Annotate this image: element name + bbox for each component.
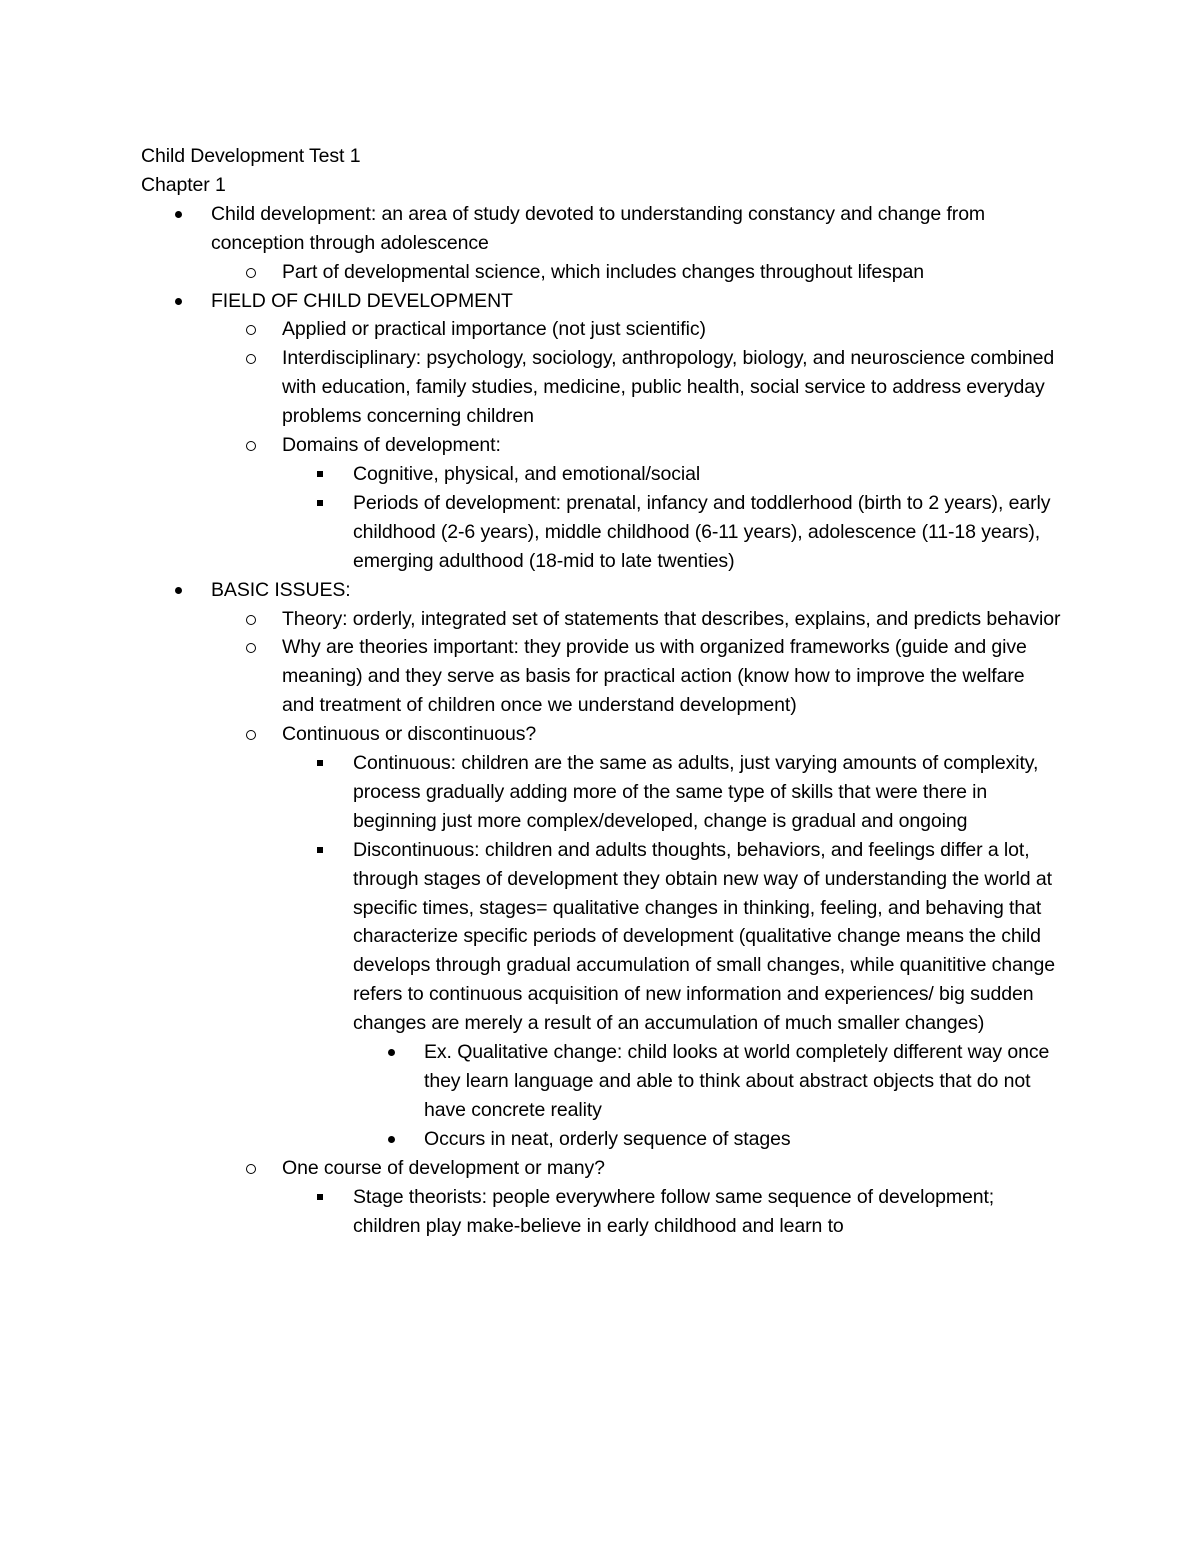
list-item-text: Cognitive, physical, and emotional/social <box>353 462 701 485</box>
disc-bullet-icon <box>175 298 182 305</box>
square-bullet-icon <box>317 471 323 477</box>
circle-bullet-icon <box>246 325 256 335</box>
circle-bullet-icon <box>246 615 256 625</box>
list-item-text: Stage theorists: people everywhere follow same sequence of development; children play make-believe in early childhood and learn to <box>353 1185 995 1237</box>
list-item <box>141 1183 1061 1241</box>
list-item-text: Occurs in neat, orderly sequence of stages <box>424 1127 791 1150</box>
list-item-text: Part of developmental science, which includes changes throughout lifespan <box>282 260 925 283</box>
square-bullet-icon <box>317 500 323 506</box>
list-item <box>141 460 1061 489</box>
list-item <box>141 287 1061 316</box>
list-item <box>141 633 1061 720</box>
list-item <box>141 749 1061 836</box>
list-item <box>141 1038 1061 1125</box>
circle-bullet-icon <box>246 643 256 653</box>
list-item-text: Domains of development: <box>282 434 501 457</box>
list-item <box>141 1154 1061 1183</box>
list-item-text: Interdisciplinary: psychology, sociology, anthropology, biology, and neuroscience combined with education, family studies, medicine, public health, social service to address everyday problems concerning children <box>282 347 1055 428</box>
list-item <box>141 1125 1061 1154</box>
list-item <box>141 315 1061 344</box>
list-item <box>141 200 1061 258</box>
list-item-text: Discontinuous: children and adults thoughts, behaviors, and feelings differ a lot, through stages of development they obtain new way of understanding the world at specific times, stages= qualitative changes in thinking, feeling, and behaving that characterize specific periods of development (qualitative change means the child develops through gradual accumulation of small changes, while quanititive change refers to continuous acquisition of new information and experiences/ big sudden changes are merely a result of an accumulation of much smaller changes) <box>353 838 1056 1035</box>
list-item <box>141 720 1061 749</box>
list-item-text: Why are theories important: they provide us with organized frameworks (guide and give meaning) and they serve as basis for practical action (know how to improve the welfare and treatment of children once we understand development) <box>282 636 1027 717</box>
circle-bullet-icon <box>246 268 256 278</box>
disc-bullet-icon <box>388 1049 395 1056</box>
list-item <box>141 489 1061 576</box>
list-item <box>141 576 1061 605</box>
list-item <box>141 836 1061 1038</box>
disc-bullet-icon <box>175 211 182 218</box>
list-item-text: FIELD OF CHILD DEVELOPMENT <box>211 289 513 312</box>
circle-bullet-icon <box>246 354 256 364</box>
list-item-text: Continuous: children are the same as adults, just varying amounts of complexity, process gradually adding more of the same type of skills that were there in beginning just more complex/developed, change is gradual and ongoing <box>353 752 1039 832</box>
square-bullet-icon <box>317 760 323 766</box>
list-item-text: One course of development or many? <box>282 1156 605 1179</box>
disc-bullet-icon <box>388 1136 395 1143</box>
list-item <box>141 605 1061 634</box>
list-item-text: Continuous or discontinuous? <box>282 723 537 746</box>
circle-bullet-icon <box>246 1164 256 1174</box>
document-title: Child Development Test 1 <box>141 145 361 167</box>
list-item-text: BASIC ISSUES: <box>211 578 351 601</box>
square-bullet-icon <box>317 1194 323 1200</box>
document-body <box>141 142 1061 1240</box>
list-item-text: Theory: orderly, integrated set of statements that describes, explains, and predicts behavior <box>282 607 1061 630</box>
disc-bullet-icon <box>175 587 182 594</box>
list-item-text: Periods of development: prenatal, infancy and toddlerhood (birth to 2 years), early childhood (2-6 years), middle childhood (6-11 years), adolescence (11-18 years), emerging adulthood (18-mid to late twenties) <box>353 491 1051 572</box>
list-item <box>141 344 1061 431</box>
bullet-list <box>141 200 1061 1241</box>
list-item <box>141 431 1061 460</box>
list-item <box>141 258 1061 287</box>
chapter-heading: Chapter 1 <box>141 173 226 196</box>
list-item-text: Applied or practical importance (not just scientific) <box>282 318 706 341</box>
circle-bullet-icon <box>246 730 256 740</box>
list-item-text: Ex. Qualitative change: child looks at world completely different way once they learn language and able to think about abstract objects that do not have concrete reality <box>424 1041 1050 1121</box>
circle-bullet-icon <box>246 441 256 451</box>
list-item-text: Child development: an area of study devoted to understanding constancy and change from conception through adolescence <box>211 202 986 254</box>
square-bullet-icon <box>317 847 323 853</box>
